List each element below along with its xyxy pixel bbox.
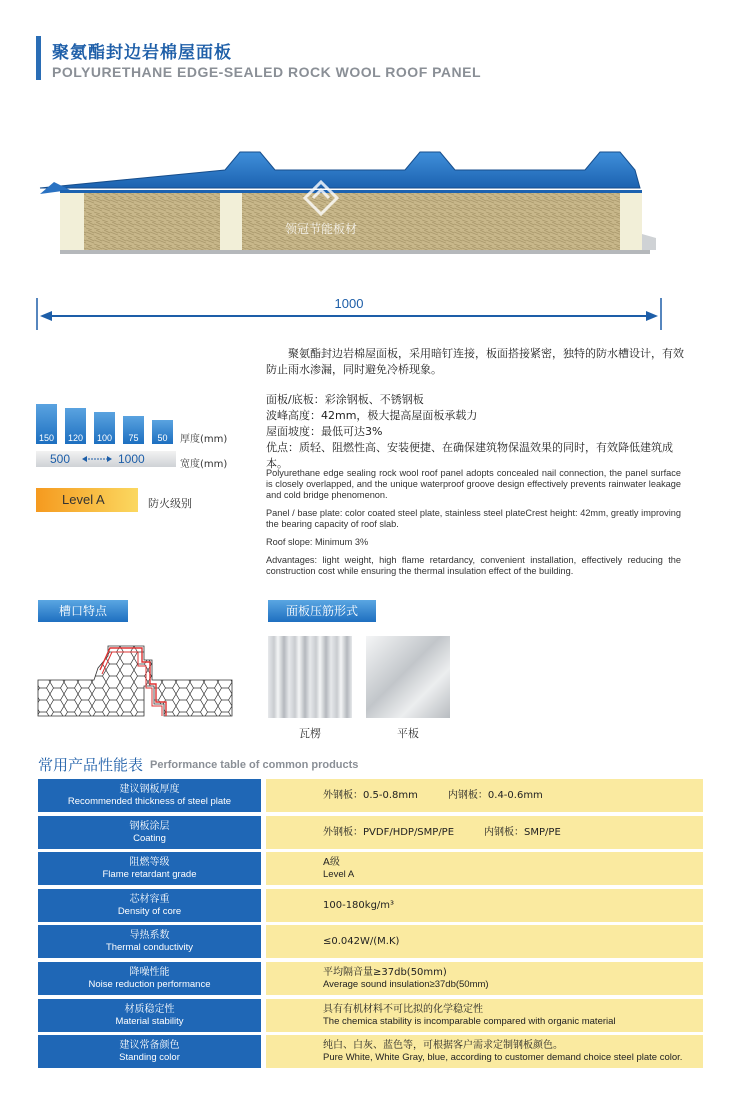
width-value: 1000 xyxy=(334,296,364,311)
thickness-value: 75 xyxy=(128,433,139,443)
label-cn: 阻燃等级 xyxy=(129,857,170,869)
fire-level-label: 防火级别 xyxy=(148,497,192,510)
slope-cn: 屋面坡度：最低可达3% xyxy=(266,425,383,438)
advantages-cn: 优点：质轻、阻燃性高、安装便捷、在确保建筑物保温效果的同时，有效降低建筑成本。 xyxy=(266,441,673,470)
table-row xyxy=(38,779,703,812)
row-value xyxy=(266,925,703,958)
intro-cn: 聚氨酯封边岩棉屋面板，采用暗钉连接，板面搭接紧密，独特的防水槽设计，有效防止雨水渗漏，同时避免冷桥现象。 xyxy=(266,347,684,376)
value-primary: 平均隔音量≥37db(50mm) xyxy=(323,966,447,978)
flat-caption: 平板 xyxy=(397,727,419,740)
thickness-value: 120 xyxy=(67,433,84,443)
table-row xyxy=(38,852,703,885)
row-value xyxy=(266,999,703,1032)
logo-mark-icon xyxy=(303,180,339,216)
thickness-value: 150 xyxy=(38,433,55,443)
advantages-en: Advantages: light weight, high flame retardancy, convenient installation, effectively reducing the construction cost while ensuring the thermal insulation effect of the building. xyxy=(266,555,681,576)
label-en: Material stability xyxy=(115,1015,184,1027)
value-secondary: 内钢板：0.4-0.6mm xyxy=(447,790,543,801)
watermark xyxy=(285,180,357,237)
description-en xyxy=(266,468,681,584)
width-min: 500 xyxy=(50,452,71,466)
width-range xyxy=(36,451,176,467)
performance-table xyxy=(38,779,703,1072)
label-en: Density of core xyxy=(117,905,182,917)
width-max: 1000 xyxy=(118,452,145,466)
thickness-value: 100 xyxy=(96,433,113,443)
table-row xyxy=(38,889,703,922)
table-row xyxy=(38,962,703,995)
pattern-section-tag: 面板压筋形式 xyxy=(268,600,376,622)
row-value xyxy=(266,889,703,922)
page-title: 聚氨酯封边岩棉屋面板 xyxy=(52,43,232,63)
plate-cn: 面板/底板：彩涂钢板、不锈钢板 xyxy=(266,393,424,406)
row-value xyxy=(266,1035,703,1068)
value-english: Pure White, White Gray, blue, according to customer demand choice steel plate color. xyxy=(323,1052,683,1064)
groove-diagram xyxy=(36,640,236,720)
groove-section-tag: 槽口特点 xyxy=(38,600,128,622)
slope-en: Roof slope: Minimum 3% xyxy=(266,537,369,547)
value-english: Level A xyxy=(323,869,355,881)
corrugated-sheet-image xyxy=(268,636,352,718)
watermark-text: 领冠节能板材 xyxy=(285,222,358,236)
table-row xyxy=(38,999,703,1032)
label-cn: 降噪性能 xyxy=(129,966,170,978)
crest-cn: 波峰高度：42mm，极大提高屋面板承载力 xyxy=(266,409,478,422)
value-secondary: 内钢板：SMP/PE xyxy=(484,826,561,838)
fire-level-badge xyxy=(36,488,138,512)
double-arrow-icon xyxy=(82,455,112,463)
performance-title: 常用产品性能表 xyxy=(38,756,144,774)
row-value xyxy=(266,816,703,849)
row-label xyxy=(38,925,261,958)
row-label xyxy=(38,962,261,995)
label-cn: 导热系数 xyxy=(129,930,170,942)
row-value xyxy=(266,852,703,885)
dimension-arrow-icon xyxy=(36,296,662,332)
value-primary: A级 xyxy=(323,857,340,869)
performance-subtitle: Performance table of common products xyxy=(150,759,359,771)
value-primary: 纯白、白灰、蓝色等，可根据客户需求定制钢板颜色。 xyxy=(323,1040,563,1052)
row-value xyxy=(266,779,703,812)
table-row xyxy=(38,1035,703,1068)
value-primary: 100-180kg/m³ xyxy=(323,899,395,911)
label-en: Thermal conductivity xyxy=(105,942,194,954)
label-cn: 建议常备颜色 xyxy=(119,1040,180,1052)
thickness-label: 厚度(mm) xyxy=(180,434,228,445)
table-row xyxy=(38,816,703,849)
title-accent-bar xyxy=(36,36,41,80)
value-primary: 外钢板：PVDF/HDP/SMP/PE xyxy=(323,826,455,838)
label-en: Flame retardant grade xyxy=(102,869,197,881)
label-cn: 建议钢板厚度 xyxy=(119,784,180,795)
value-primary: ≤0.042W/(M.K) xyxy=(323,936,400,948)
row-label xyxy=(38,889,261,922)
thickness-bars xyxy=(36,400,176,444)
fire-level-value: Level A xyxy=(62,492,105,507)
value-english: Average sound insulation≥37db(50mm) xyxy=(323,978,489,990)
corrugated-caption: 瓦楞 xyxy=(299,727,321,740)
row-label xyxy=(38,1035,261,1068)
label-cn: 钢板涂层 xyxy=(129,820,170,832)
thickness-value: 50 xyxy=(157,433,168,443)
label-en: Recommended thickness of steel plate xyxy=(67,796,232,807)
label-cn: 材质稳定性 xyxy=(124,1003,175,1015)
width-label: 宽度(mm) xyxy=(180,459,228,470)
plate-en: Panel / base plate: color coated steel plate, stainless steel plateCrest height: 42mm, greatly improving the bearing capacity of roof slab. xyxy=(266,508,681,529)
row-label xyxy=(38,852,261,885)
label-cn: 芯材容重 xyxy=(129,893,170,905)
row-label xyxy=(38,999,261,1032)
width-dimension xyxy=(36,296,662,336)
label-en: Coating xyxy=(133,832,166,844)
label-en: Noise reduction performance xyxy=(88,978,211,990)
page-subtitle: POLYURETHANE EDGE-SEALED ROCK WOOL ROOF PANEL xyxy=(52,64,482,80)
row-label xyxy=(38,816,261,849)
flat-sheet-image xyxy=(366,636,450,718)
row-label xyxy=(38,779,261,812)
value-english: The chemica stability is incomparable compared with organic material xyxy=(323,1015,616,1027)
intro-en: Polyurethane edge sealing rock wool roof panel adopts concealed nail connection, the panel surface is closely overlapped, and the unique waterproof groove design effectively prevents rainwater leakage and cold bridge phenomenon. xyxy=(266,468,681,500)
value-primary: 外钢板：0.5-0.8mm xyxy=(323,790,418,801)
label-en: Standing color xyxy=(119,1052,180,1064)
table-row xyxy=(38,925,703,958)
description-cn xyxy=(266,346,688,472)
row-value xyxy=(266,962,703,995)
value-primary: 具有有机材料不可比拟的化学稳定性 xyxy=(323,1003,483,1015)
